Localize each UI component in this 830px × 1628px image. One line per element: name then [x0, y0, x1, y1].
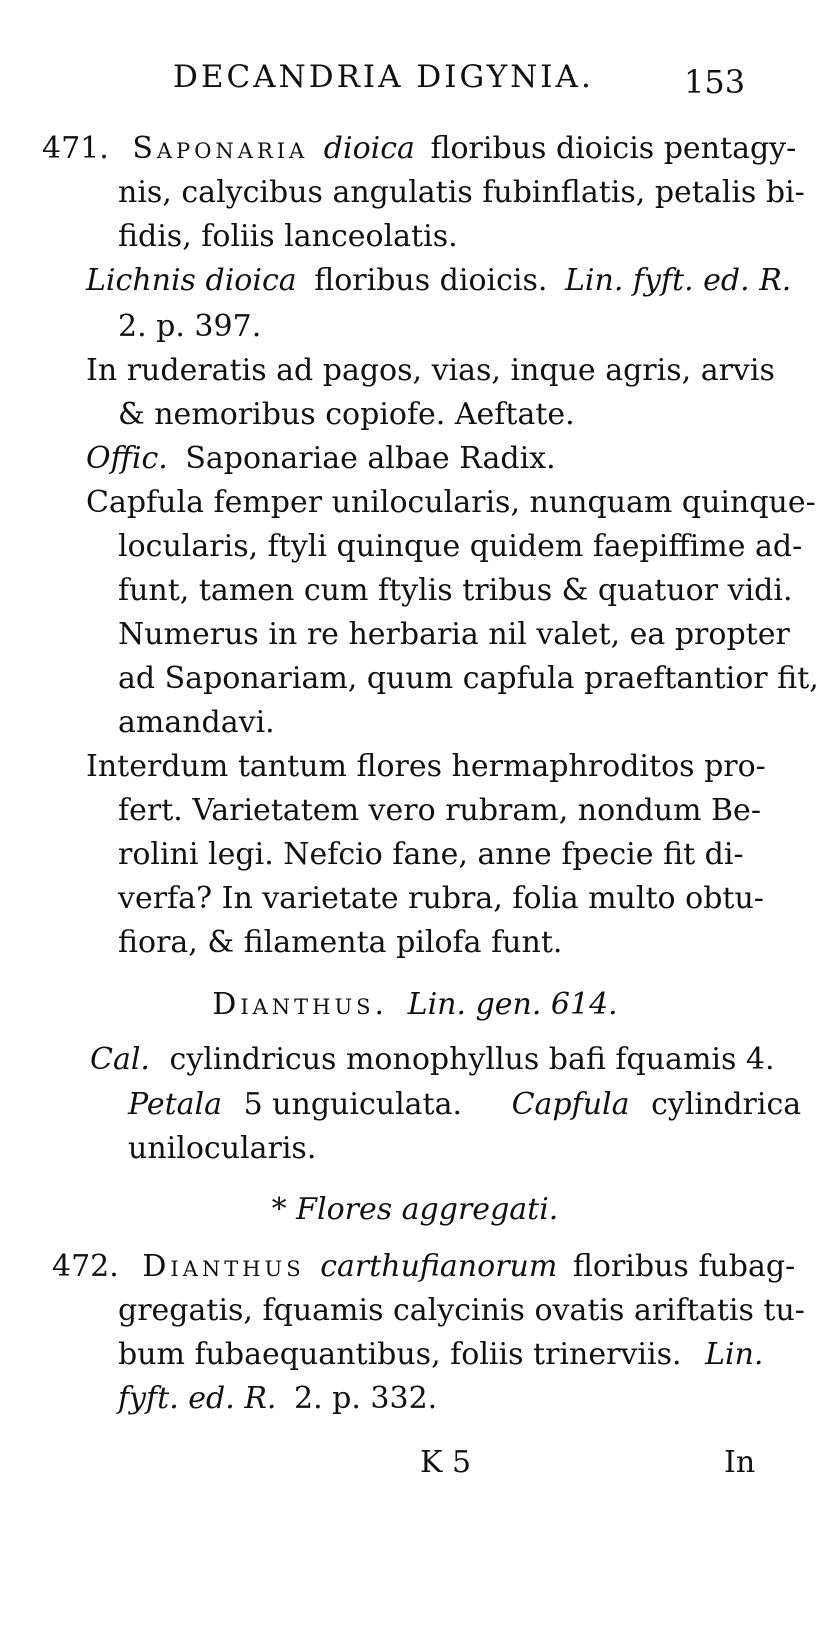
officinal-line	[86, 441, 556, 476]
calyx-text: cylindricus monophyllus bafi fquamis 4.	[169, 1042, 775, 1077]
synonym-reference: Lin. fyft. ed. R.	[564, 263, 792, 298]
entry-472	[52, 1249, 796, 1284]
note-line: rolini legi. Nefcio fane, anne fpecie fit di-	[118, 837, 744, 872]
note-line: Numerus in re herbaria nil valet, ea propter	[118, 617, 790, 652]
note-line: Capfula femper unilocularis, nunquam quinque-	[86, 485, 816, 520]
synonym-line	[86, 263, 792, 298]
genus-heading-reference: Lin. gen. 614.	[407, 987, 618, 1022]
entry-471	[42, 131, 797, 166]
diagnosis-text: bum fubaequantibus, foliis trinerviis.	[118, 1337, 682, 1372]
section-heading: * Flores aggregati.	[271, 1192, 559, 1227]
note-line: fiora, & filamenta pilofa funt.	[118, 925, 563, 960]
diagnosis-text: floribus fubag-	[572, 1249, 796, 1284]
habitat-line: In ruderatis ad pagos, vias, inque agris, arvis	[86, 353, 775, 388]
note-line: verfa? In varietate rubra, folia multo obtu-	[118, 881, 764, 916]
reference-page: 2. p. 332.	[293, 1381, 438, 1416]
officinal-text: Saponariae albae Radix.	[185, 441, 556, 476]
running-header: DECANDRIA DIGYNIA.	[173, 59, 594, 95]
petala-label: Petala	[128, 1087, 223, 1122]
entry-number: 471.	[42, 131, 109, 166]
officinal-label: Offic.	[86, 441, 168, 476]
page-number: 153	[684, 63, 746, 101]
entry-number: 472.	[52, 1249, 119, 1284]
note-line: amandavi.	[118, 705, 275, 740]
genus-name: Saponaria	[132, 131, 309, 166]
habitat-line: & nemoribus copiofe. Aeftate.	[118, 397, 575, 432]
genus-description-line	[90, 1042, 775, 1077]
note-line: fert. Varietatem vero rubram, nondum Be-	[118, 793, 761, 828]
synonym-name: Lichnis dioica	[86, 263, 297, 298]
species-name: carthufianorum	[320, 1249, 558, 1284]
petala-text: 5 unguiculata.	[243, 1087, 463, 1122]
reference-line	[118, 1381, 438, 1416]
note-line: locularis, ftyli quinque quidem faepiffime ad-	[118, 529, 803, 564]
synonym-page: 2. p. 397.	[118, 309, 262, 344]
note-line: Interdum tantum flores hermaphroditos pro-	[86, 749, 766, 784]
synonym-text: floribus dioicis.	[314, 263, 548, 298]
genus-heading-name: Dianthus.	[212, 987, 389, 1022]
capsula-text: cylindrica	[651, 1087, 802, 1122]
signature-mark: K 5	[420, 1445, 472, 1480]
diagnosis-line: gregatis, fquamis calycinis ovatis ariftatis tu-	[118, 1293, 805, 1328]
diagnosis-text: floribus dioicis pentagy-	[430, 131, 797, 166]
note-line: funt, tamen cum ftylis tribus & quatuor vidi.	[118, 573, 793, 608]
diagnosis-line	[118, 1337, 764, 1372]
diagnosis-line: fidis, foliis lanceolatis.	[118, 219, 458, 254]
genus-description-line	[128, 1087, 802, 1122]
species-name: dioica	[323, 131, 415, 166]
note-line: ad Saponariam, quum capfula praeftantior fit,	[118, 661, 819, 696]
genus-name: Dianthus	[142, 1249, 305, 1284]
genus-heading	[0, 987, 830, 1022]
calyx-label: Cal.	[90, 1042, 150, 1077]
reference: Lin.	[705, 1337, 764, 1372]
diagnosis-line: nis, calycibus angulatis fubinflatis, petalis bi-	[118, 175, 805, 210]
catchword: In	[724, 1445, 756, 1480]
reference: fyft. ed. R.	[118, 1381, 277, 1416]
capsula-label: Capfula	[511, 1087, 630, 1122]
genus-description-line: unilocularis.	[128, 1131, 317, 1166]
